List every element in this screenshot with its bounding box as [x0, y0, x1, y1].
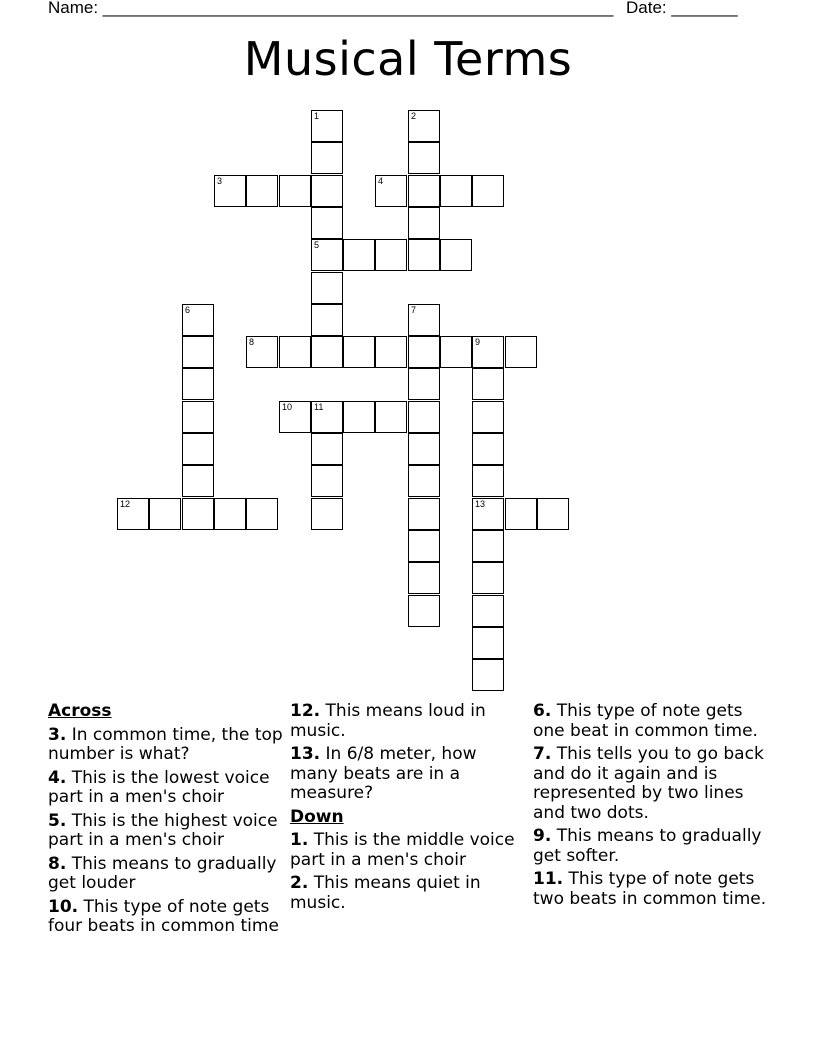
- crossword-cell[interactable]: [440, 175, 472, 207]
- crossword-cell[interactable]: [408, 336, 440, 368]
- date-field-label[interactable]: Date: _______: [626, 0, 738, 17]
- clue-across-4: [48, 769, 284, 808]
- crossword-cell[interactable]: [311, 175, 343, 207]
- clue-text: In 6/8 meter, how many beats are in a measure?: [290, 744, 477, 803]
- cell-number: 5: [314, 240, 320, 250]
- clue-down-7: [533, 745, 769, 823]
- clue-number: 2.: [290, 873, 309, 893]
- crossword-cell[interactable]: [246, 498, 278, 530]
- clue-number: 6.: [533, 701, 552, 721]
- clue-text: This type of note gets one beat in common time.: [533, 701, 758, 741]
- crossword-cell[interactable]: [408, 530, 440, 562]
- clue-down-1: [290, 831, 526, 870]
- crossword-cell[interactable]: [311, 401, 343, 433]
- crossword-cell[interactable]: [311, 110, 343, 142]
- clue-text: This means to gradually get louder: [48, 853, 277, 893]
- crossword-cell[interactable]: [279, 336, 311, 368]
- crossword-cell[interactable]: [182, 498, 214, 530]
- crossword-cell[interactable]: [343, 401, 375, 433]
- crossword-cell[interactable]: [182, 336, 214, 368]
- cell-number: 2: [411, 111, 417, 121]
- page-title: Musical Terms: [243, 32, 573, 86]
- crossword-cell[interactable]: [472, 465, 504, 497]
- crossword-cell[interactable]: [182, 401, 214, 433]
- cell-number: 10: [282, 402, 293, 412]
- crossword-cell[interactable]: [408, 239, 440, 271]
- clue-across-10: [48, 898, 284, 937]
- crossword-cell[interactable]: [408, 110, 440, 142]
- crossword-cell[interactable]: [311, 304, 343, 336]
- crossword-cell[interactable]: [408, 142, 440, 174]
- crossword-cell[interactable]: [472, 627, 504, 659]
- crossword-cell[interactable]: [408, 175, 440, 207]
- crossword-cell[interactable]: [408, 562, 440, 594]
- clues-column-1: [48, 702, 284, 941]
- clues-column-3: [533, 702, 769, 913]
- clue-number: 10.: [48, 896, 79, 917]
- cell-number: 13: [475, 499, 486, 509]
- crossword-cell[interactable]: [375, 336, 407, 368]
- crossword-cell[interactable]: [408, 207, 440, 239]
- cell-number: 3: [217, 176, 223, 186]
- clue-number: 11.: [533, 869, 564, 889]
- crossword-cell[interactable]: [472, 498, 504, 530]
- crossword-cell[interactable]: [311, 239, 343, 271]
- crossword-cell[interactable]: [408, 465, 440, 497]
- crossword-cell[interactable]: [408, 498, 440, 530]
- clue-text: This type of note gets two beats in common time.: [533, 869, 767, 909]
- clues-column-2: [290, 702, 526, 917]
- clue-across-5: [48, 812, 284, 851]
- crossword-cell[interactable]: [408, 595, 440, 627]
- crossword-cell[interactable]: [375, 175, 407, 207]
- cell-number: 4: [378, 176, 384, 186]
- crossword-cell[interactable]: [472, 175, 504, 207]
- clue-text: This tells you to go back and do it again and is represented by two lines and two dots.: [533, 744, 764, 823]
- crossword-cell[interactable]: [505, 498, 537, 530]
- clue-text: This means loud in music.: [290, 701, 486, 741]
- crossword-cell[interactable]: [311, 272, 343, 304]
- clue-down-6: [533, 702, 769, 741]
- crossword-cell[interactable]: [472, 562, 504, 594]
- crossword-cell[interactable]: [440, 336, 472, 368]
- crossword-cell[interactable]: [375, 239, 407, 271]
- crossword-cell[interactable]: [505, 336, 537, 368]
- clue-number: 3.: [48, 724, 67, 745]
- crossword-cell[interactable]: [311, 433, 343, 465]
- crossword-cell[interactable]: [408, 401, 440, 433]
- crossword-cell[interactable]: [472, 595, 504, 627]
- crossword-cell[interactable]: [440, 239, 472, 271]
- across-heading: Across: [48, 701, 112, 721]
- cell-number: 12: [120, 499, 131, 509]
- crossword-cell[interactable]: [408, 368, 440, 400]
- crossword-cell[interactable]: [472, 659, 504, 691]
- clue-text: This type of note gets four beats in common time: [48, 896, 279, 936]
- cell-number: 6: [185, 305, 191, 315]
- clue-text: This means quiet in music.: [290, 873, 481, 913]
- crossword-cell[interactable]: [408, 433, 440, 465]
- clue-number: 13.: [290, 744, 321, 764]
- clue-number: 5.: [48, 810, 67, 831]
- clue-number: 8.: [48, 853, 67, 874]
- crossword-cell[interactable]: [311, 207, 343, 239]
- crossword-cell[interactable]: [472, 336, 504, 368]
- crossword-cell[interactable]: [182, 368, 214, 400]
- crossword-cell[interactable]: [343, 336, 375, 368]
- clue-number: 4.: [48, 767, 67, 788]
- clue-across-13: [290, 745, 526, 804]
- crossword-cell[interactable]: [472, 433, 504, 465]
- crossword-cell[interactable]: [375, 401, 407, 433]
- clue-number: 12.: [290, 701, 321, 721]
- crossword-cell[interactable]: [246, 175, 278, 207]
- crossword-cell[interactable]: [472, 530, 504, 562]
- clue-across-8: [48, 855, 284, 894]
- crossword-cell[interactable]: [311, 142, 343, 174]
- cell-number: 1: [314, 111, 320, 121]
- crossword-cell[interactable]: [182, 304, 214, 336]
- crossword-cell[interactable]: [311, 336, 343, 368]
- crossword-cell[interactable]: [214, 498, 246, 530]
- crossword-cell[interactable]: [537, 498, 569, 530]
- clue-down-9: [533, 827, 769, 866]
- crossword-cell[interactable]: [182, 433, 214, 465]
- down-heading: Down: [290, 806, 344, 827]
- clue-across-12: [290, 702, 526, 741]
- crossword-cell[interactable]: [311, 465, 343, 497]
- crossword-cell[interactable]: [472, 368, 504, 400]
- cell-number: 7: [411, 305, 417, 315]
- crossword-cell[interactable]: [408, 304, 440, 336]
- name-field-label[interactable]: Name: ______________________________________________________: [48, 0, 614, 17]
- cell-number: 9: [475, 337, 481, 347]
- clue-number: 1.: [290, 830, 309, 850]
- crossword-cell[interactable]: [472, 401, 504, 433]
- clue-text: This is the middle voice part in a men's choir: [290, 830, 515, 870]
- crossword-cell[interactable]: [149, 498, 181, 530]
- crossword-cell[interactable]: [279, 175, 311, 207]
- crossword-cell[interactable]: [311, 498, 343, 530]
- clue-text: This is the highest voice part in a men's choir: [48, 810, 278, 850]
- crossword-cell[interactable]: [279, 401, 311, 433]
- clue-down-11: [533, 870, 769, 909]
- clue-down-2: [290, 874, 526, 913]
- crossword-cell[interactable]: [214, 175, 246, 207]
- clue-text: This is the lowest voice part in a men's choir: [48, 767, 270, 807]
- crossword-cell[interactable]: [182, 465, 214, 497]
- crossword-cell[interactable]: [246, 336, 278, 368]
- clue-number: 9.: [533, 826, 552, 846]
- clue-number: 7.: [533, 744, 552, 764]
- clue-text: This means to gradually get softer.: [533, 826, 762, 866]
- clue-text: In common time, the top number is what?: [48, 724, 283, 764]
- crossword-cell[interactable]: [343, 239, 375, 271]
- clue-across-3: [48, 726, 284, 765]
- crossword-cell[interactable]: [117, 498, 149, 530]
- cell-number: 11: [314, 402, 324, 412]
- cell-number: 8: [249, 337, 255, 347]
